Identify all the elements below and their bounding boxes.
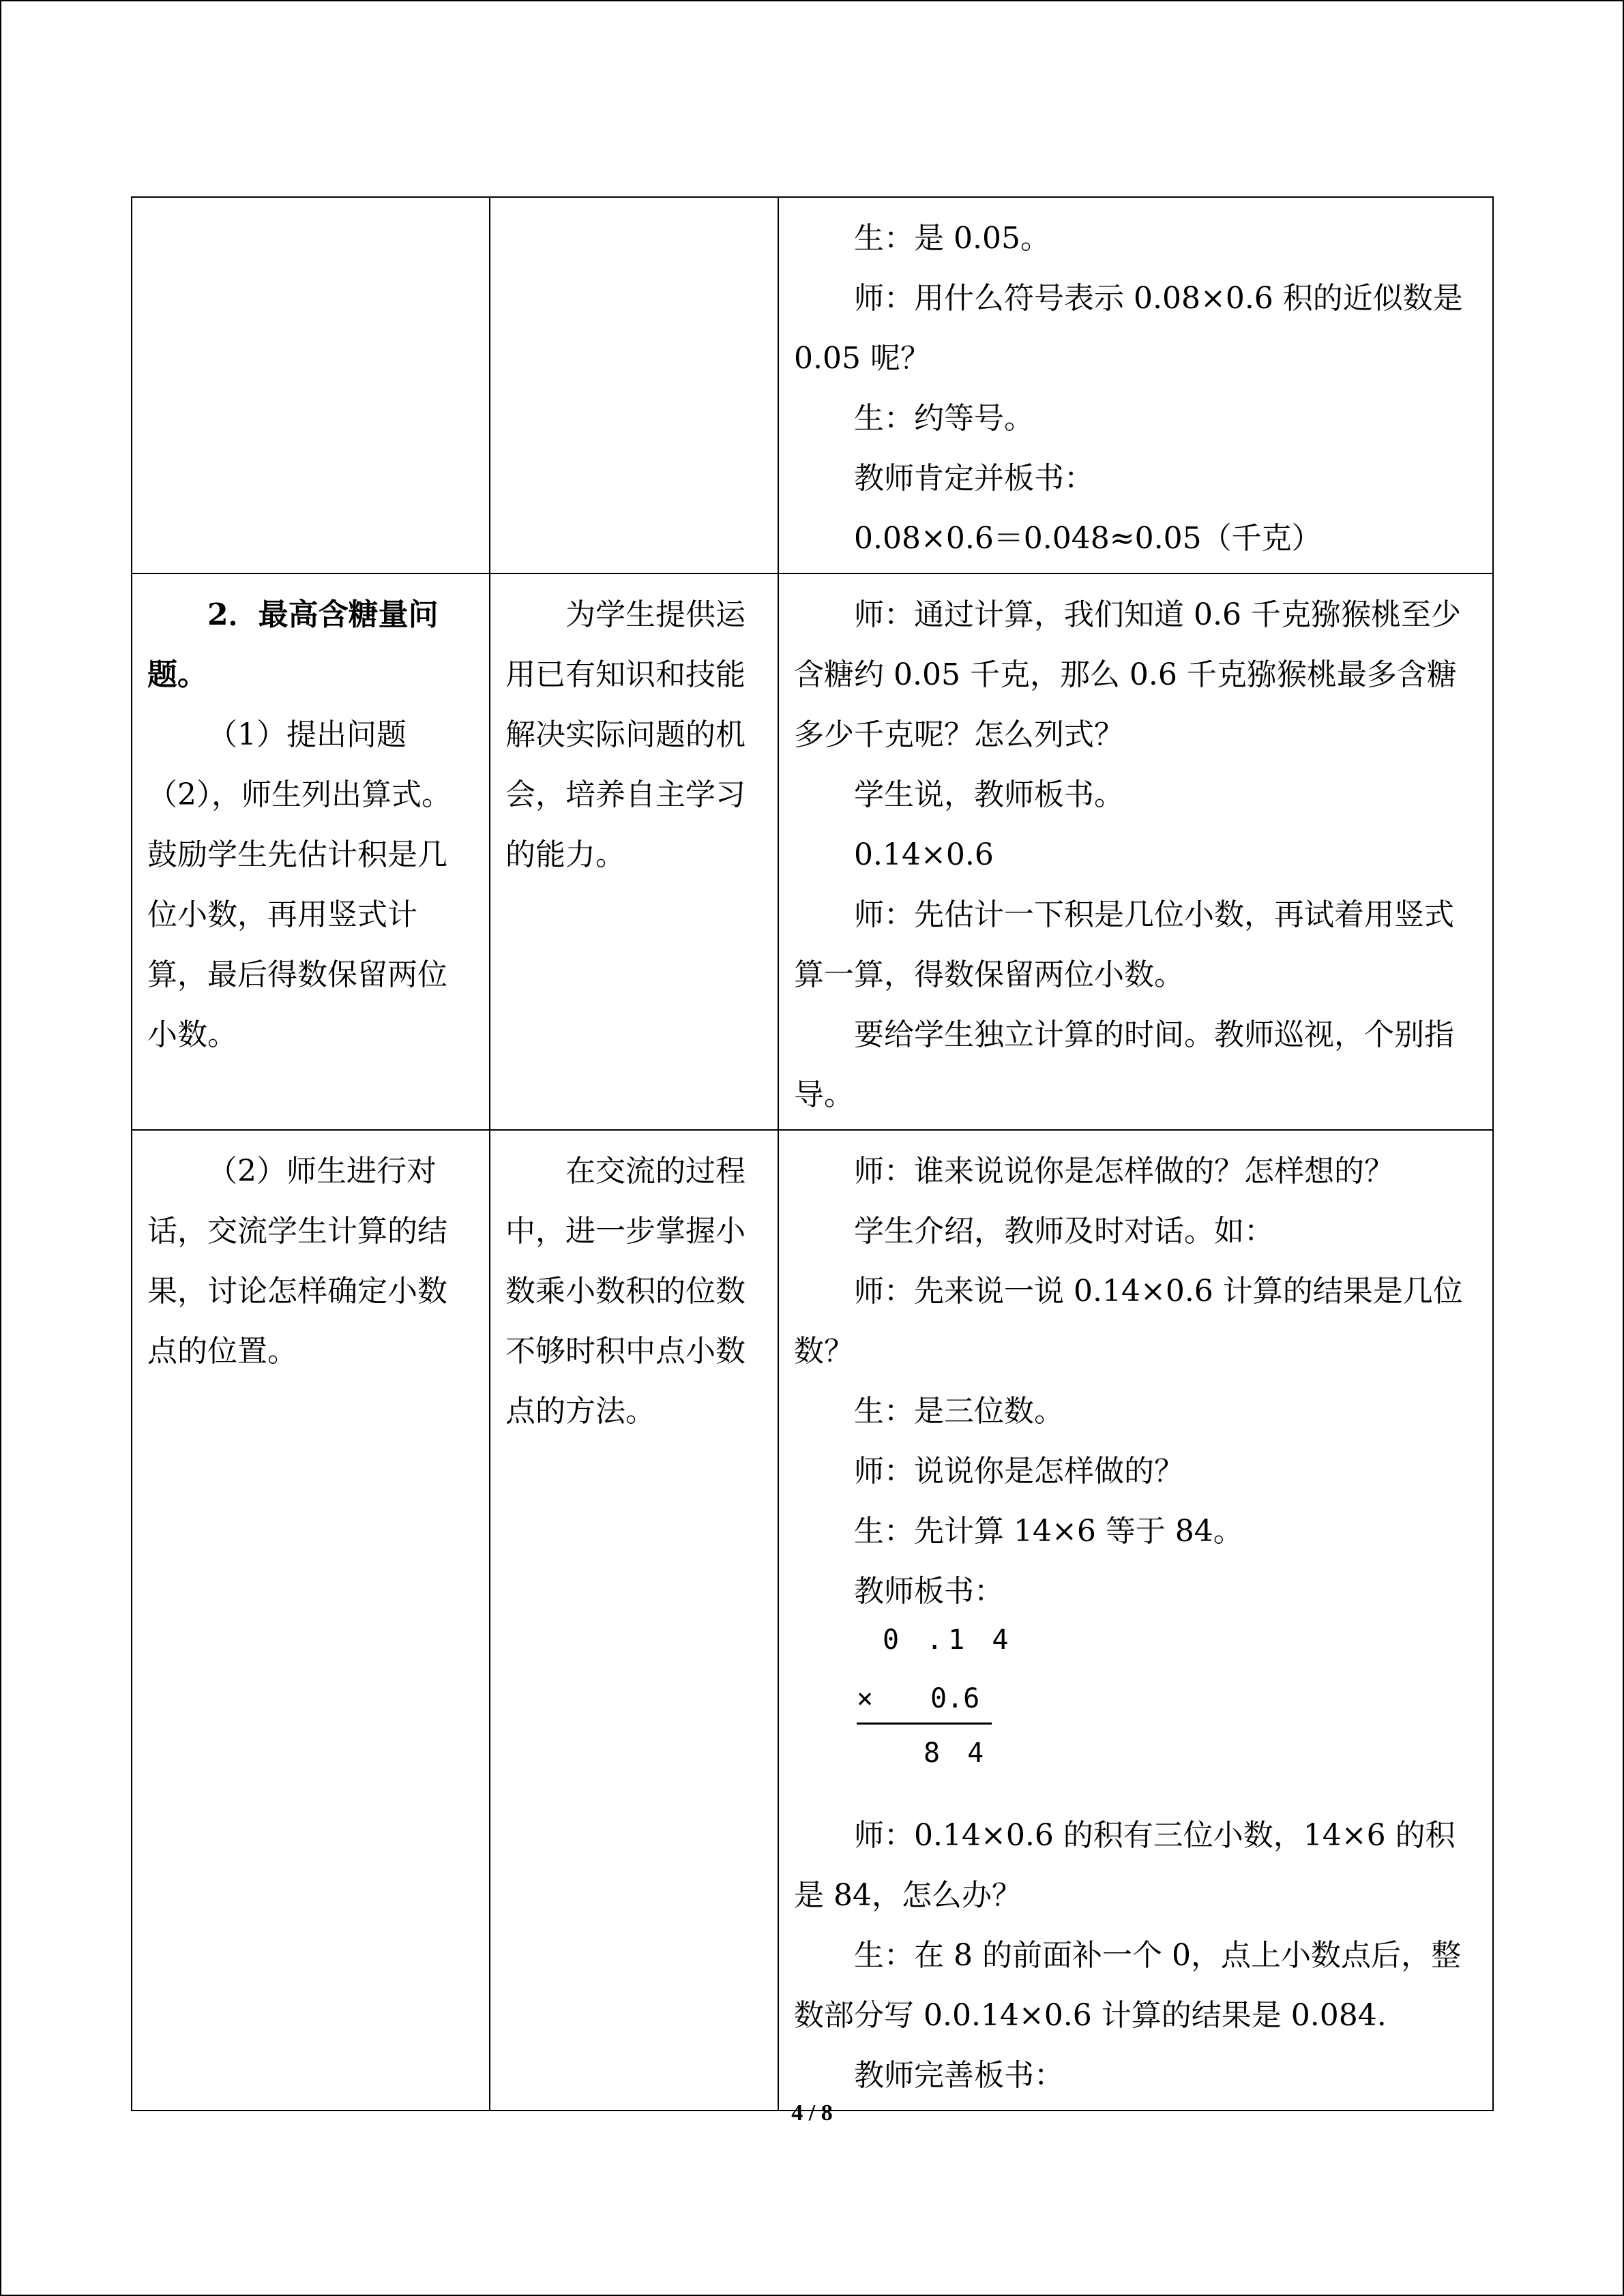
process-line: 师：说说你是怎样做的？ xyxy=(854,1454,1184,1489)
process-line: 师：谁来说说你是怎样做的？怎样想的？ xyxy=(854,1154,1394,1189)
calc-multiplicand: 0 .1 4 xyxy=(883,1624,1014,1656)
process-line: 师：先估计一下积是几位小数，再试着用竖式算一算，得数保留两位小数。 xyxy=(794,897,1454,992)
design-intent-cell xyxy=(490,197,778,573)
calc-multiplier: 0.6 xyxy=(930,1683,980,1714)
process-line: 师：0.14×0.6 的积有三位小数，14×6 的积是 84，怎么办？ xyxy=(794,1818,1456,1913)
table-row xyxy=(132,573,1493,1130)
design-intent-cell xyxy=(490,573,778,1130)
formula-line: 0.08×0.6＝0.048≈0.05（千克） xyxy=(854,521,1322,556)
lesson-plan-table xyxy=(131,196,1494,2111)
process-line: 师：先来说一说 0.14×0.6 计算的结果是几位数？ xyxy=(794,1274,1463,1369)
calc-underline xyxy=(857,1723,992,1725)
process-line: 教师完善板书： xyxy=(854,2058,1064,2093)
formula-line: 0.14×0.6 xyxy=(854,837,994,872)
process-line: 师：通过计算，我们知道 0.6 千克猕猴桃至少含糖约 0.05 千克，那么 0.6 千克猕猴桃最多含糖多少千克呢？怎么列式？ xyxy=(794,597,1461,752)
process-line: 教师板书： xyxy=(854,1574,1004,1609)
calc-operator: × xyxy=(857,1683,874,1714)
process-line: 教师肯定并板书： xyxy=(854,461,1094,496)
vertical-multiplication xyxy=(794,1622,1477,1806)
teaching-content-cell xyxy=(132,1130,490,2111)
process-line: 师：用什么符号表示 0.08×0.6 积的近似数是 0.05 呢？ xyxy=(794,281,1463,376)
process-line: 生：是 0.05。 xyxy=(854,221,1050,256)
teaching-content-cell xyxy=(132,573,490,1130)
page-number: 4 / 8 xyxy=(791,2100,833,2126)
teaching-process-cell xyxy=(778,197,1493,573)
teaching-content-cell xyxy=(132,197,490,573)
intent-text: 在交流的过程中，进一步掌握小数乘小数积的位数不够时积中点小数点的方法。 xyxy=(505,1154,745,1429)
section-heading: 2．最高含糖量问题。 xyxy=(147,597,439,692)
process-line: 要给学生独立计算的时间。教师巡视，个别指导。 xyxy=(794,1017,1454,1112)
teaching-process-cell xyxy=(778,1130,1493,2111)
content-text: （2）师生进行对话，交流学生计算的结果，讨论怎样确定小数点的位置。 xyxy=(147,1154,447,1369)
process-line: 学生介绍，教师及时对话。如： xyxy=(854,1214,1274,1249)
table-row xyxy=(132,197,1493,573)
content-text: （1）提出问题（2），师生列出算式。鼓励学生先估计积是几位小数，再用竖式计算，最后得数保留两位小数。 xyxy=(147,717,452,1052)
intent-text: 为学生提供运用已有知识和技能解决实际问题的机会，培养自主学习的能力。 xyxy=(505,597,745,872)
process-line: 生：先计算 14×6 等于 84。 xyxy=(854,1514,1243,1549)
process-line: 学生说，教师板书。 xyxy=(854,777,1124,812)
calc-product: 8 4 xyxy=(924,1738,990,1769)
process-line: 生：是三位数。 xyxy=(854,1394,1064,1429)
teaching-process-cell xyxy=(778,573,1493,1130)
process-line: 生：约等号。 xyxy=(854,401,1034,436)
design-intent-cell xyxy=(490,1130,778,2111)
process-line: 生：在 8 的前面补一个 0，点上小数点后，整数部分写 0.0.14×0.6 计算的结果是 0.084. xyxy=(794,1938,1461,2033)
table-row xyxy=(132,1130,1493,2111)
